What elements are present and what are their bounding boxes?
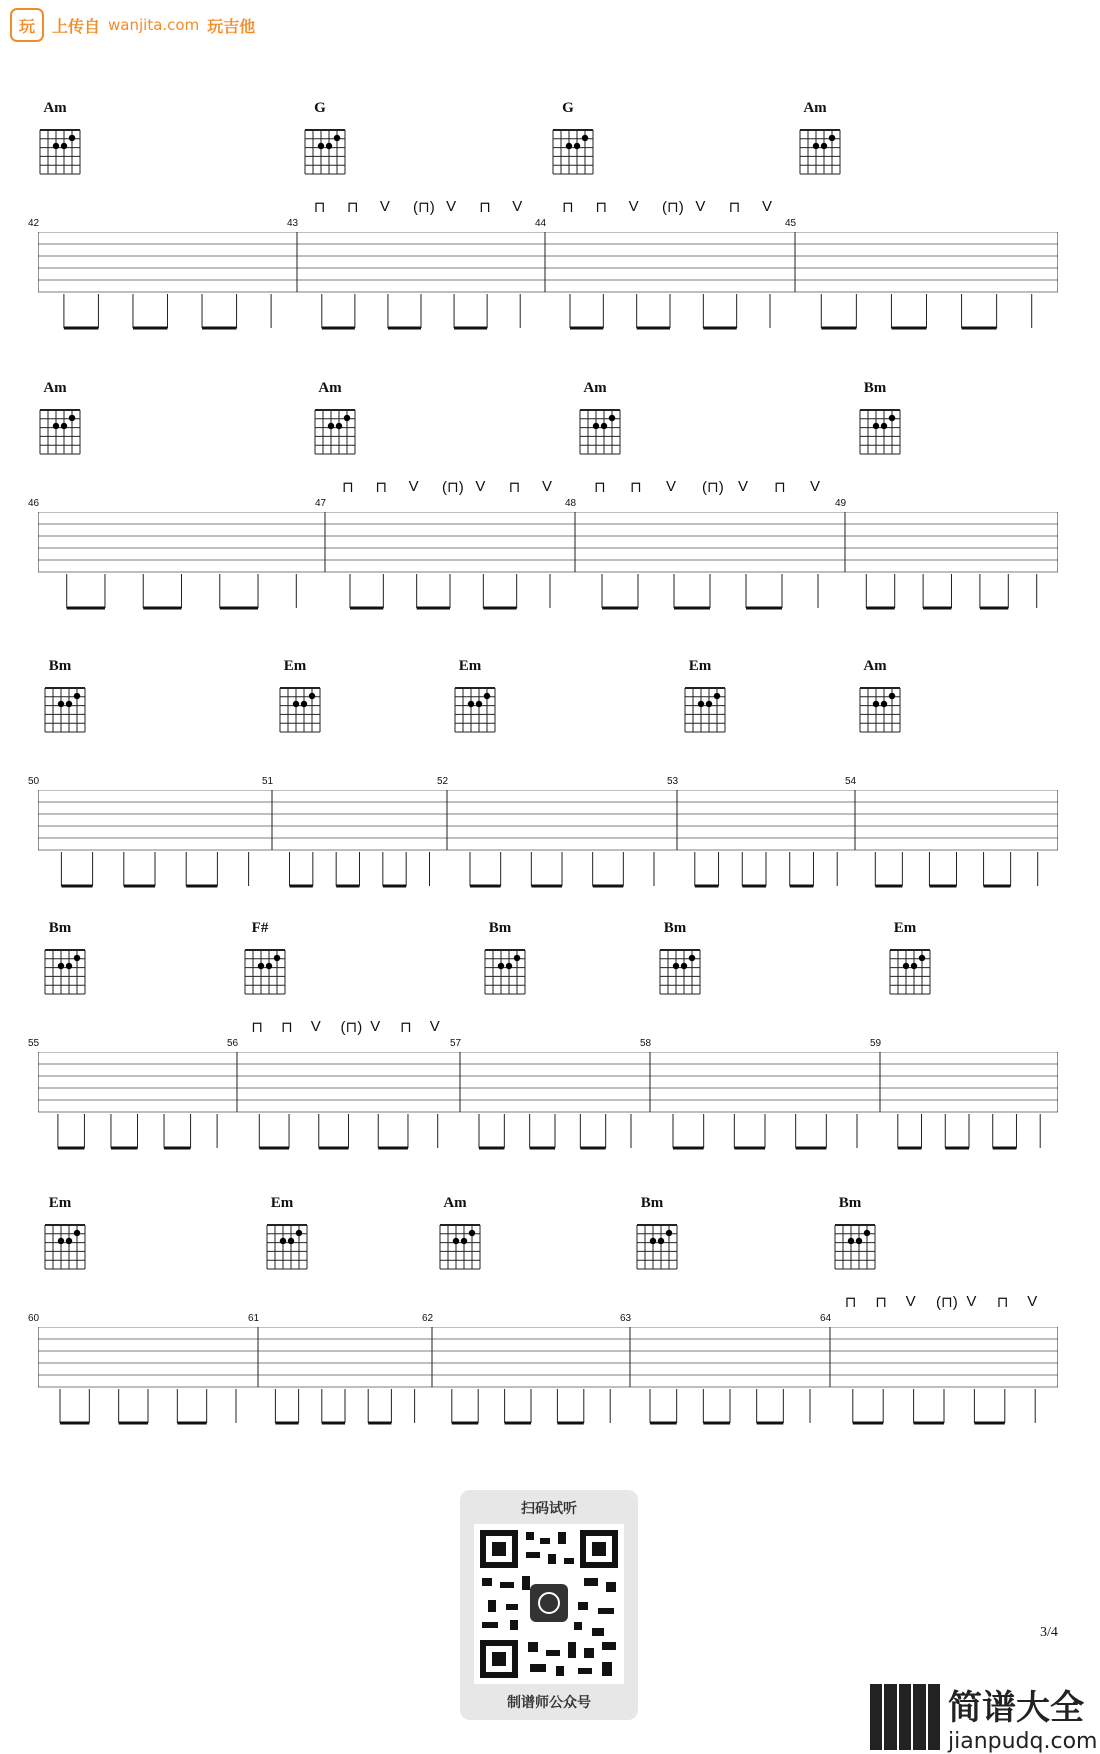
tab-staff	[28, 1018, 1058, 1112]
tab-staff	[28, 478, 1058, 572]
strum-mark: (⊓)	[936, 1294, 958, 1311]
strum-mark: ⊓	[774, 479, 786, 496]
chord-grid-icon	[635, 938, 715, 1008]
measure-number: 53	[667, 776, 679, 787]
site-url[interactable]: wanjita.com	[108, 16, 200, 34]
tab-staff	[28, 198, 1058, 292]
strum-mark: ⊓	[399, 1019, 412, 1036]
strum-mark: ⊓	[728, 199, 741, 216]
footer-brand[interactable]	[870, 1680, 1097, 1754]
measure-number: 60	[28, 1313, 40, 1324]
chord-grid-icon	[415, 1213, 495, 1283]
tab-staff	[28, 1293, 1058, 1387]
strum-mark: ⊓	[251, 1019, 264, 1036]
strum-mark: V	[695, 198, 706, 215]
chord-grid-icon	[255, 676, 335, 746]
chord-name: Bm	[838, 1195, 862, 1211]
chord-grid-icon	[528, 118, 608, 188]
tab-row	[0, 1195, 1100, 1435]
chord-name: F#	[251, 920, 269, 936]
measure-number: 48	[565, 498, 577, 509]
chord-name: Bm	[640, 1195, 664, 1211]
tab-lines	[38, 512, 1058, 612]
strum-mark: ⊓	[595, 199, 608, 216]
tab-row	[0, 920, 1100, 1160]
strum-mark: ⊓	[375, 479, 388, 496]
measure-number: 50	[28, 776, 40, 787]
chord-name: Am	[43, 100, 67, 116]
chord-name: Am	[443, 1195, 467, 1211]
chord-grid-icon	[555, 398, 635, 468]
strum-mark: ⊓	[875, 1294, 887, 1311]
measure-number: 55	[28, 1038, 40, 1049]
measure-number: 44	[535, 218, 547, 229]
chord-grid-icon	[835, 676, 915, 746]
strum-mark: ⊓	[508, 479, 521, 496]
page-number: 3/4	[1040, 1625, 1058, 1640]
strum-mark: V	[446, 198, 457, 215]
tab-row	[0, 380, 1100, 620]
measure-number: 58	[640, 1038, 652, 1049]
strum-mark: V	[762, 198, 773, 215]
measure-number: 51	[262, 776, 274, 787]
tab-lines	[38, 1327, 1058, 1427]
strum-mark: V	[905, 1293, 916, 1310]
measure-number: 46	[28, 498, 40, 509]
site-logo-icon: 玩	[10, 8, 44, 42]
strum-mark: V	[475, 478, 486, 495]
chord-grid-icon	[15, 398, 95, 468]
strum-mark: ⊓	[630, 479, 642, 496]
chord-grid-icon	[835, 398, 915, 468]
qr-panel	[460, 1490, 638, 1720]
chord-name: Bm	[48, 920, 72, 936]
chord-name: G	[562, 100, 574, 116]
chord-grid-icon	[810, 1213, 890, 1283]
strum-mark: V	[738, 478, 749, 495]
chord-name: Bm	[488, 920, 512, 936]
strum-mark: ⊓	[313, 199, 326, 216]
strum-mark: (⊓)	[662, 199, 684, 216]
measure-number: 57	[450, 1038, 462, 1049]
tab-lines	[38, 790, 1058, 890]
measure-number: 52	[437, 776, 449, 787]
chord-grid-icon	[280, 118, 360, 188]
strum-mark: V	[370, 1018, 381, 1035]
strum-mark: ⊓	[844, 1294, 857, 1311]
strum-mark: V	[310, 1018, 321, 1035]
chord-name: Am	[863, 658, 887, 674]
measure-number: 47	[315, 498, 327, 509]
tab-lines	[38, 232, 1058, 332]
strum-mark: (⊓)	[413, 199, 435, 216]
strum-mark: (⊓)	[340, 1019, 363, 1036]
chord-name: Em	[270, 1195, 294, 1211]
strum-mark: ⊓	[281, 1019, 293, 1036]
tab-lines	[38, 1052, 1058, 1152]
measure-number: 43	[287, 218, 299, 229]
measure-number: 62	[422, 1313, 434, 1324]
piano-keys-icon	[870, 1684, 940, 1750]
strum-mark: (⊓)	[702, 479, 724, 496]
chord-name: G	[314, 100, 326, 116]
measure-number: 63	[620, 1313, 632, 1324]
chord-name: Bm	[663, 920, 687, 936]
measure-number: 59	[870, 1038, 882, 1049]
tab-staff	[28, 776, 1058, 850]
footer-brand-name: 简谱大全	[948, 1688, 1084, 1728]
chord-name: Am	[43, 380, 67, 396]
strum-mark: ⊓	[342, 479, 354, 496]
strum-mark: V	[429, 1018, 440, 1035]
upload-label: 上传自	[52, 16, 101, 36]
qr-bottom-label: 制谱师公众号	[507, 1695, 591, 1711]
footer-brand-url: jianpudq.com	[948, 1729, 1098, 1754]
chord-name: Am	[318, 380, 342, 396]
measure-number: 42	[28, 218, 40, 229]
strum-mark: ⊓	[996, 1294, 1009, 1311]
chord-name: Am	[583, 380, 607, 396]
strum-mark: V	[408, 478, 419, 495]
chord-grid-icon	[660, 676, 740, 746]
strum-mark: ⊓	[479, 199, 491, 216]
strum-mark: V	[966, 1293, 977, 1310]
measure-number: 56	[227, 1038, 239, 1049]
chord-name: Bm	[863, 380, 887, 396]
strum-mark: ⊓	[562, 199, 574, 216]
site-name: 玩吉他	[207, 16, 256, 36]
strum-mark: V	[512, 198, 523, 215]
strum-mark: V	[810, 478, 821, 495]
chord-name: Em	[893, 920, 917, 936]
strum-mark: V	[628, 198, 639, 215]
strum-mark: V	[1027, 1293, 1038, 1310]
measure-number: 54	[845, 776, 857, 787]
chord-grid-icon	[775, 118, 855, 188]
chord-grid-icon	[460, 938, 540, 1008]
chord-name: Am	[803, 100, 827, 116]
chord-grid-icon	[865, 938, 945, 1008]
chord-grid-icon	[220, 938, 300, 1008]
measure-number: 45	[785, 218, 797, 229]
chord-name: Em	[48, 1195, 72, 1211]
chord-grid-icon	[15, 118, 95, 188]
measure-number: 49	[835, 498, 847, 509]
strum-mark: V	[379, 198, 390, 215]
qr-top-label: 扫码试听	[521, 1501, 577, 1517]
qr-code-icon[interactable]	[474, 1524, 624, 1684]
strum-mark: (⊓)	[442, 479, 464, 496]
chord-name: Em	[458, 658, 482, 674]
chord-name: Bm	[48, 658, 72, 674]
chord-grid-icon	[290, 398, 370, 468]
chord-grid-icon	[430, 676, 510, 746]
chord-grid-icon	[20, 1213, 100, 1283]
chord-grid-icon	[20, 938, 100, 1008]
chord-grid-icon	[242, 1213, 322, 1283]
strum-mark: V	[542, 478, 553, 495]
strum-mark: ⊓	[594, 479, 606, 496]
tab-row	[0, 658, 1100, 898]
chord-name: Em	[283, 658, 307, 674]
measure-number: 61	[248, 1313, 260, 1324]
chord-grid-icon	[20, 676, 100, 746]
tab-row	[0, 100, 1100, 340]
site-header	[10, 8, 255, 42]
strum-mark: V	[666, 478, 677, 495]
chord-grid-icon	[612, 1213, 692, 1283]
strum-mark: ⊓	[346, 199, 359, 216]
chord-name: Em	[688, 658, 712, 674]
measure-number: 64	[820, 1313, 832, 1324]
